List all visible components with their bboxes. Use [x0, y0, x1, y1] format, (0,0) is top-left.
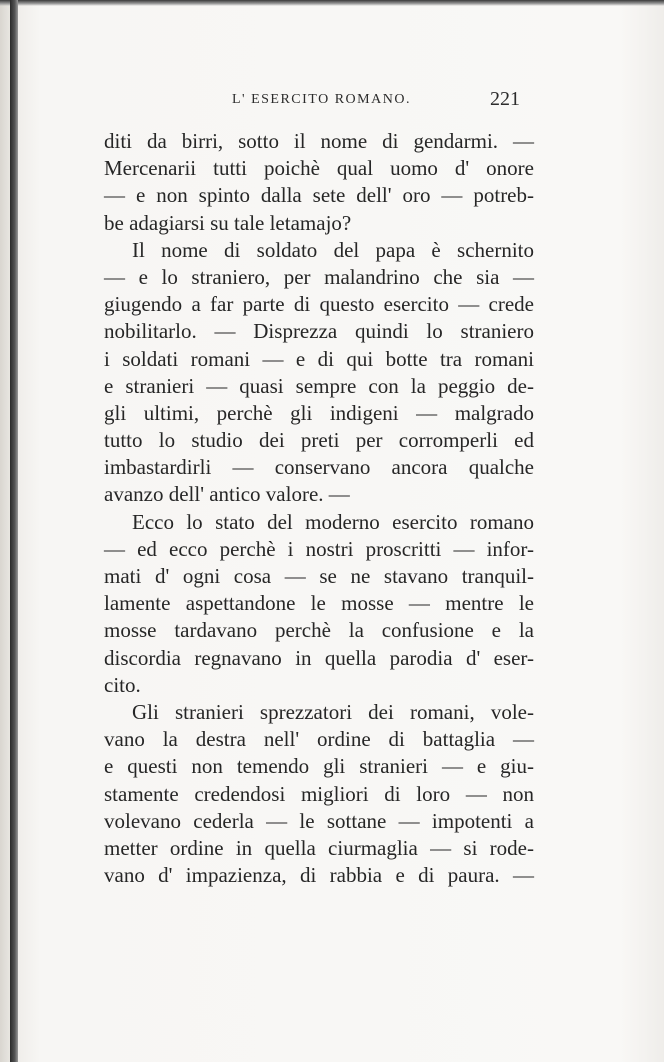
text-line: stamente credendosi migliori di loro — non: [104, 781, 534, 806]
text-line: e stranieri — quasi sempre con la peggio de-: [104, 373, 534, 398]
text-line: mati d' ogni cosa — se ne stavano tranquil-: [104, 564, 534, 588]
text-line: — e non spinto dalla sete dell' oro — potreb-: [104, 183, 534, 208]
text-line: gli ultimi, perchè gli indigeni — malgrado: [104, 400, 534, 425]
body-text: [104, 128, 544, 889]
page-top-edge: [0, 0, 664, 6]
page-number: 221: [490, 88, 520, 110]
text-line: be adagiarsi su tale letamajo?: [104, 210, 352, 235]
text-line: avanzo dell' antico valore. —: [104, 482, 350, 507]
text-line: metter ordine in quella ciurmaglia — si rode-: [104, 835, 534, 860]
running-title: L' ESERCITO ROMANO.: [232, 92, 411, 107]
text-line: vano la destra nell' ordine di battaglia —: [104, 727, 534, 752]
text-line: Il nome di soldato del papa è schernito: [132, 237, 534, 262]
text-line: giugendo a far parte di questo esercito — crede: [104, 292, 534, 317]
text-line: vano d' impazienza, di rabbia e di paura. —: [104, 863, 534, 888]
text-line: nobilitarlo. — Disprezza quindi lo straniero: [104, 319, 534, 344]
text-line: lamente aspettandone le mosse — mentre le: [104, 591, 534, 616]
text-line: volevano cederla — le sottane — impotenti a: [104, 808, 534, 833]
text-line: cito.: [104, 672, 141, 697]
text-line: mosse tardavano perchè la confusione e la: [104, 618, 534, 643]
text-line: Gli stranieri sprezzatori dei romani, vole-: [132, 699, 534, 724]
page-header: [0, 88, 664, 118]
text-line: imbastardirli — conservano ancora qualche: [104, 455, 534, 480]
text-line: e questi non temendo gli stranieri — e giu-: [104, 754, 534, 779]
text-line: i soldati romani — e di qui botte tra romani: [104, 346, 534, 371]
text-line: Mercenarii tutti poichè qual uomo d' onore: [104, 156, 534, 181]
text-line: discordia regnavano in quella parodia d' eser-: [104, 645, 534, 670]
text-line: — e lo straniero, per malandrino che sia —: [104, 264, 534, 289]
book-binding-shadow: [10, 0, 18, 1062]
text-line: tutto lo studio dei preti per corromperli ed: [104, 428, 534, 453]
text-line: — ed ecco perchè i nostri proscritti — infor-: [104, 536, 534, 561]
text-line: Ecco lo stato del moderno esercito romano: [132, 509, 534, 534]
text-line: diti da birri, sotto il nome di gendarmi. —: [104, 129, 534, 153]
